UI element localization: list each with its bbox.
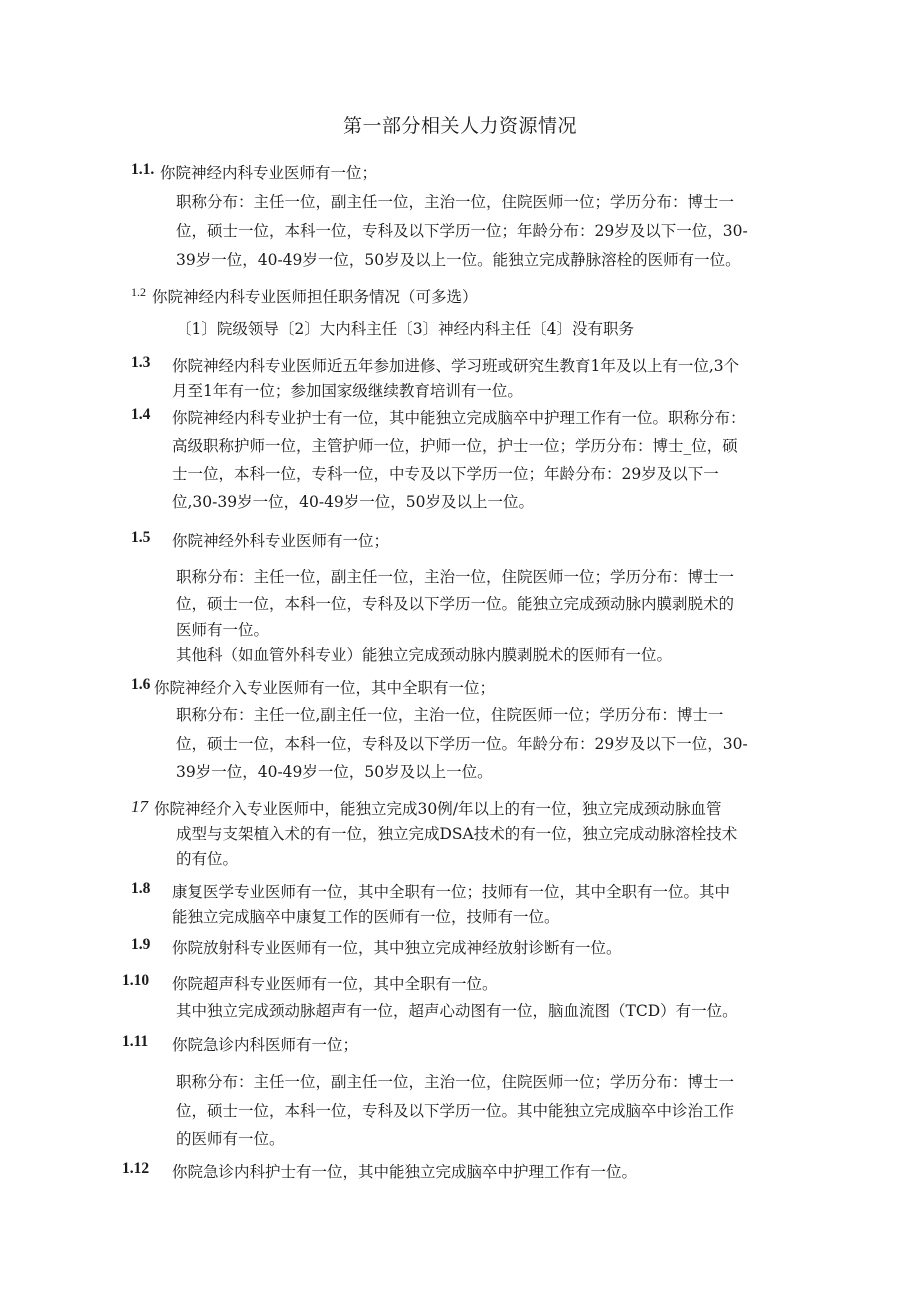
item-text: 39岁一位，40-49岁一位，50岁及以上一位。能独立完成静脉溶栓的医师有一位。	[176, 251, 741, 269]
item-text: 医师有一位。	[176, 621, 270, 639]
item-text: 你院神经介入专业医师有一位，其中全职有一位；	[154, 679, 496, 697]
item-text: 职称分布：主任一位，副主任一位，主治一位，住院医师一位；学历分布：博士一	[176, 568, 735, 586]
item-text: 职称分布：主任一位，副主任一位，主治一位，住院医师一位；学历分布：博士一	[176, 1073, 735, 1091]
item-number: 1.4	[131, 406, 151, 423]
item-text: 39岁一位，40-49岁一位，50岁及以上一位。	[176, 763, 493, 781]
item-text: 位，硕士一位，本科一位，专科及以下学历一位。其中能独立完成脑卒中诊治工作	[176, 1102, 735, 1120]
item-text: 你院神经内科专业医师担任职务情况（可多选）	[152, 288, 478, 306]
item-number: 1.5	[131, 529, 151, 546]
item-text: 你院超声科专业医师有一位，其中全职有一位。	[172, 975, 498, 993]
item-text: 位，硕士一位，本科一位，专科及以下学历一位。年龄分布：29岁及以下一位，30-	[176, 735, 748, 753]
item-text: 你院神经内科专业护士有一位，其中能独立完成脑卒中护理工作有一位。职称分布：	[172, 409, 746, 427]
item-text: 成型与支架植入术的有一位，独立完成DSA技术的有一位，独立完成动脉溶栓技术	[176, 825, 738, 843]
item-number: 1.10	[122, 972, 150, 989]
item-text: 〔1〕院级领导〔2〕大内科主任〔3〕神经内科主任〔4〕没有职务	[176, 320, 634, 338]
item-text: 职称分布：主任一位，副主任一位，主治一位，住院医师一位；学历分布：博士一	[176, 193, 735, 211]
item-text: 月至1年有一位；参加国家级继续教育培训有一位。	[172, 382, 523, 400]
item-text: 你院神经介入专业医师中，能独立完成30例/年以上的有一位，独立完成颈动脉血管	[154, 800, 722, 818]
item-text: 位,30-39岁一位，40-49岁一位，50岁及以上一位。	[172, 493, 535, 511]
item-text: 你院神经外科专业医师有一位；	[172, 532, 390, 550]
item-number: 1.8	[131, 880, 151, 897]
item-text: 位，硕士一位，本科一位，专科及以下学历一位；年龄分布：29岁及以下一位，30-	[176, 222, 748, 240]
page-title: 第一部分相关人力资源情况	[342, 115, 577, 137]
item-text: 其他科（如血管外科专业）能独立完成颈动脉内膜剥脱术的医师有一位。	[176, 646, 673, 664]
item-text: 你院放射科专业医师有一位，其中独立完成神经放射诊断有一位。	[172, 939, 622, 957]
item-text: 高级职称护师一位，主管护师一位，护师一位，护士一位；学历分布：博士_位，硕	[172, 437, 738, 455]
item-text: 其中独立完成颈动脉超声有一位，超声心动图有一位，脑血流图（TCD）有一位。	[176, 1002, 738, 1020]
item-text: 的有位。	[176, 850, 239, 868]
item-text: 能独立完成脑卒中康复工作的医师有一位，技师有一位。	[172, 908, 560, 926]
item-number: 1.9	[131, 936, 151, 953]
item-text: 士一位，本科一位，专科一位，中专及以下学历一位；年龄分布：29岁及以下一	[172, 465, 719, 483]
item-text: 位，硕士一位，本科一位，专科及以下学历一位。能独立完成颈动脉内膜剥脱术的	[176, 595, 735, 613]
item-text: 你院急诊内科医师有一位；	[172, 1036, 359, 1054]
item-number: 1.3	[131, 354, 151, 371]
item-text: 职称分布：主任一位,副主任一位，主治一位，住院医师一位；学历分布：博士一	[176, 706, 724, 724]
item-number: 1.12	[122, 1160, 150, 1177]
item-text: 你院神经内科专业医师有一位；	[160, 164, 378, 182]
item-text: 你院神经内科专业医师近五年参加进修、学习班或研究生教育1年及以上有一位,3个	[172, 357, 740, 375]
item-text: 康复医学专业医师有一位，其中全职有一位；技师有一位，其中全职有一位。其中	[172, 883, 731, 901]
item-number: 1.6	[131, 676, 151, 693]
item-text: 你院急诊内科护士有一位，其中能独立完成脑卒中护理工作有一位。	[172, 1163, 638, 1181]
item-number: 1.1.	[131, 161, 155, 178]
item-number: 1.11	[122, 1033, 149, 1050]
item-text: 的医师有一位。	[176, 1130, 285, 1148]
item-number: 1.2	[131, 285, 146, 299]
item-number: 17	[131, 797, 148, 816]
